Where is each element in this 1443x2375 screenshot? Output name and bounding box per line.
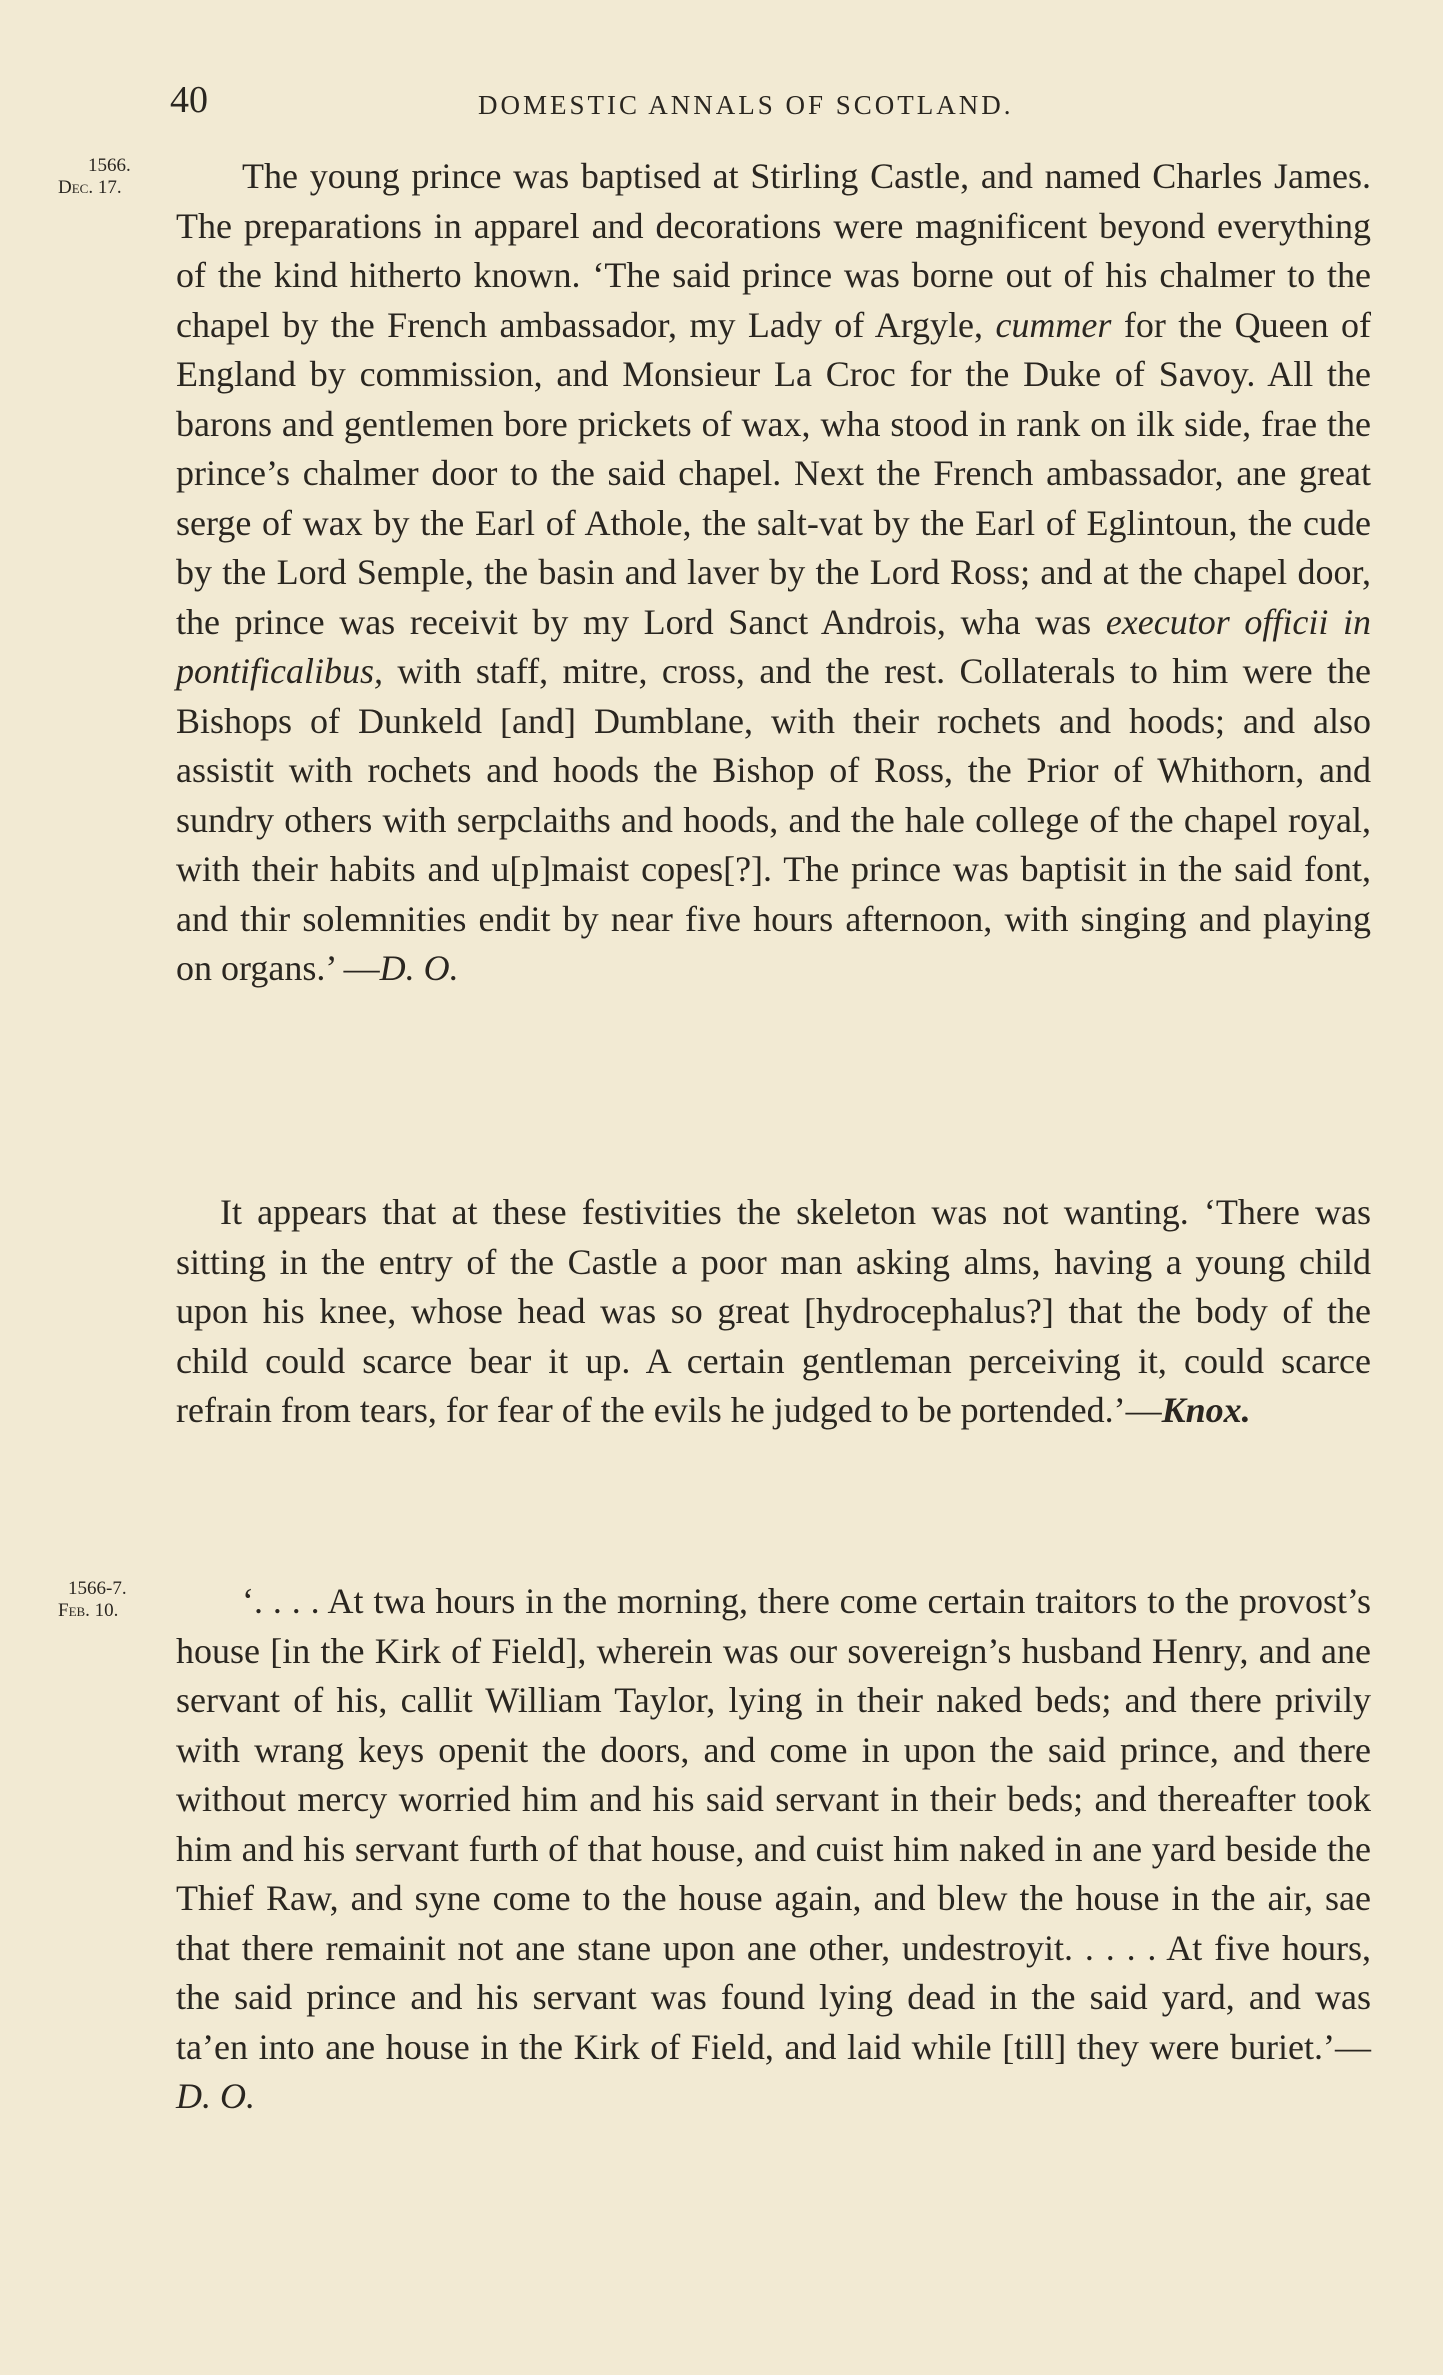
- baptism-paragraph: [176, 152, 1371, 994]
- margin-note-1566-7: [58, 1578, 188, 1622]
- baptism-text-c: for the Queen of England by commission, and Monsieur La Croc for the Duke of Savoy. All the barons and gentlemen bore prickets of wax, wha stood in rank on ilk side, frae the prince’s chalmer door to the said chapel. Next the French ambassador, ane great serge of wax by the Earl of Athole, the salt-vat by the Earl of Eglintoun, the cude by the Lord Semple, the basin and laver by the Lord Ross; and at the chapel door, the prince was receivit by my Lord Sanct Androis, wha was: [176, 304, 1371, 642]
- skeleton-text: It appears that at these festivities the skeleton was not wanting. ‘There was sitting in the entry of the Castle a poor man asking alms, having a young child upon his knee, whose head was so great [hydrocephalus?] that the body of the child could scarce bear it up. A certain gentleman perceiving it, could scarce refrain from tears, for fear of the evils he judged to be portended.’—: [176, 1192, 1371, 1430]
- running-title: DOMESTIC ANNALS OF SCOTLAND.: [478, 90, 1014, 120]
- margin-note-1566: [58, 155, 188, 199]
- page-number: 40: [170, 79, 208, 121]
- baptism-text-cummer: cummer: [995, 304, 1112, 345]
- kirk-of-field-source: D. O.: [176, 2076, 255, 2116]
- baptism-source: D. O.: [379, 948, 459, 988]
- page-header: [0, 78, 1443, 138]
- margin-date: Feb. 10.: [58, 1600, 119, 1621]
- kirk-of-field-paragraph: [176, 1577, 1371, 2122]
- baptism-text-e: with staff, mitre, cross, and the rest. Collaterals to him were the Bishops of Dunkeld [and] Dumblane, with their rochets and hoods; and also assistit with rochets and hoods the Bishop of Ross, the Prior of Whithorn, and sundry others with serpclaiths and hoods, and the hale college of the chapel royal, with their habits and u[p]maist copes[?]. The prince was baptisit in the said font, and thir solemnities endit by near five hours afternoon, with singing and playing on organs.’ —: [176, 651, 1371, 988]
- baptism-text-latin: executor officii in pontificalibus,: [176, 601, 1372, 691]
- margin-date: Dec. 17.: [58, 177, 122, 198]
- margin-year: 1566.: [88, 155, 131, 176]
- baptism-text-a: The young prince was baptised at Stirling Castle, and named Charles James. The preparations in apparel and decorations were magnificent beyond everything of the kind hitherto known. ‘The said prince was borne out of his chalmer to the chapel by the French ambassador, my Lady of Argyle,: [176, 156, 1371, 345]
- margin-year: 1566-7.: [68, 1578, 127, 1599]
- kirk-of-field-text: ‘. . . . At twa hours in the morning, there come certain traitors to the provost’s house [in the Kirk of Field], wherein was our sovereign’s husband Henry, and ane servant of his, callit William Taylor, lying in their naked beds; and there privily with wrang keys openit the doors, and come in upon the said prince, and there without mercy worried him and his said servant in their beds; and thereafter took him and his servant furth of that house, and cuist him naked in ane yard beside the Thief Raw, and syne come to the house again, and blew the house in the air, sae that there remainit not ane stane upon ane other, undestroyit. . . . . At five hours, the said prince and his servant was found lying dead in the said yard, and was ta’en into ane house in the Kirk of Field, and laid while [till] they were buriet.’—: [176, 1581, 1371, 2067]
- skeleton-paragraph: [176, 1188, 1371, 1436]
- skeleton-source: Knox.: [1161, 1390, 1251, 1430]
